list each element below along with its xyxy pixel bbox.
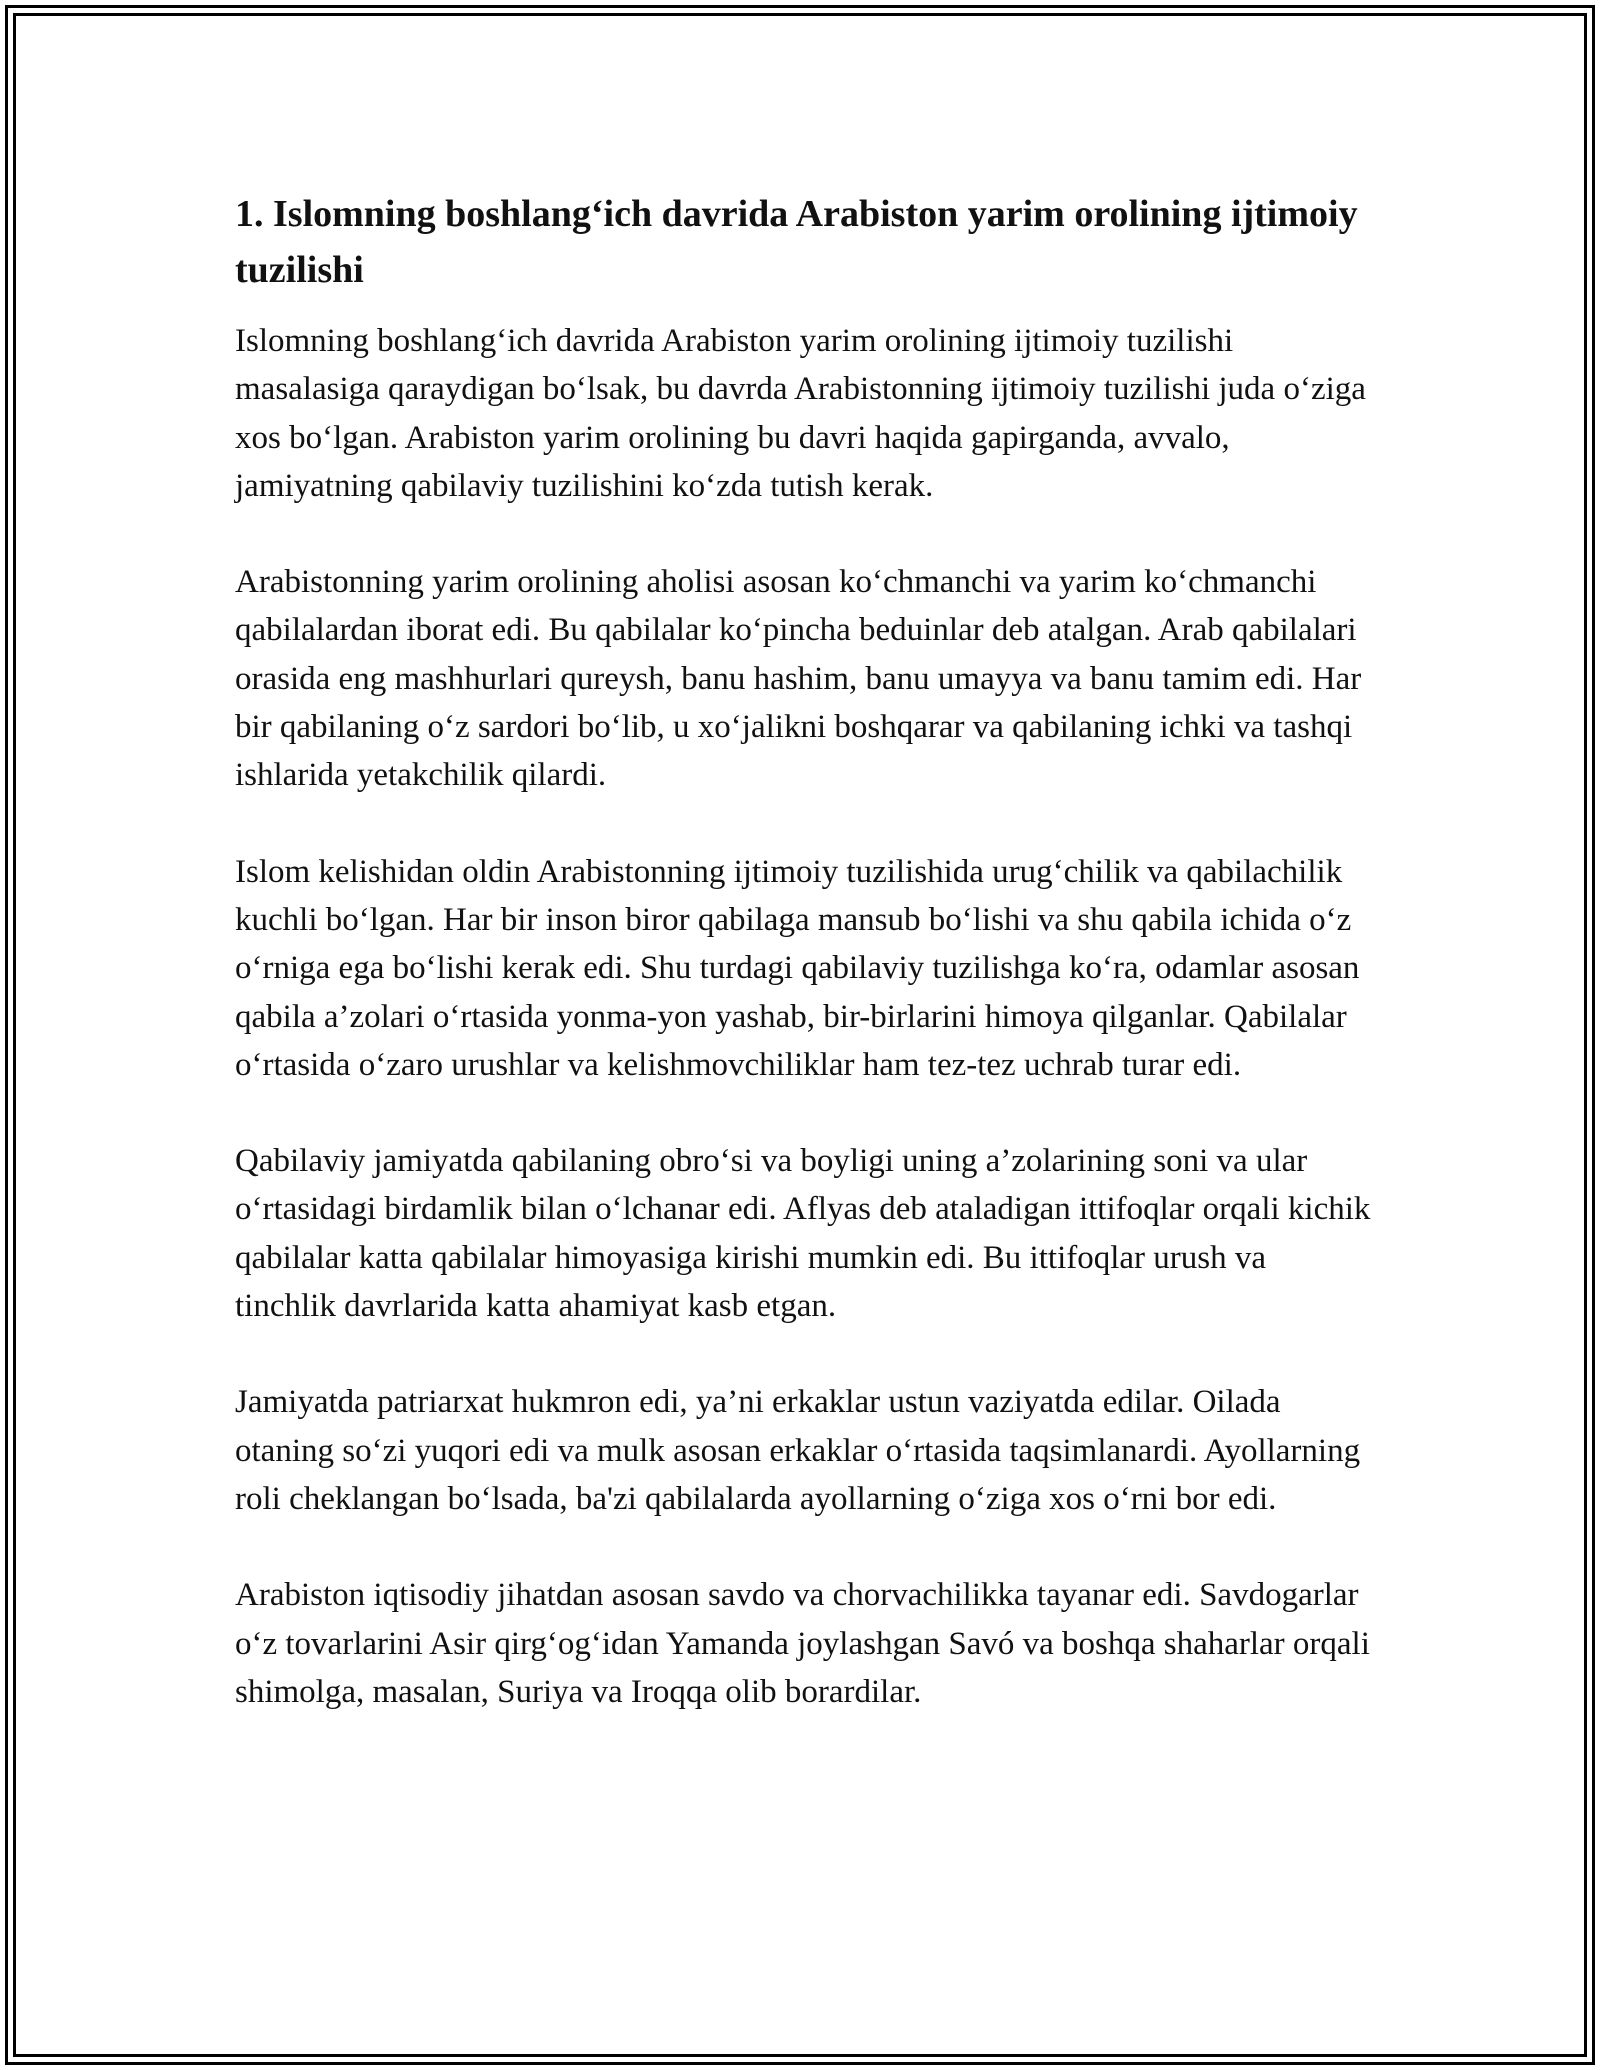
paragraph-kinship-tribalism: Islom kelishidan oldin Arabistonning ijtimoiy tuzilishida urug‘chilik va qabilachilik kuchli bo‘lgan. Har bir inson biror qabilaga mansub bo‘lishi va shu qabila ichida o‘z o‘rniga ega bo‘lishi kerak edi. Shu turdagi qabilaviy tuzilishga ko‘ra, odamlar asosan qabila a’zolari o‘rtasida yonma-yon yashab, bir-birlarini himoya qilganlar. Qabilalar o‘rtasida o‘zaro urushlar va kelishmovchiliklar ham tez-tez uchrab turar edi. (235, 853, 1360, 1083)
paragraph-nomadic-tribes: Arabistonning yarim orolining aholisi asosan ko‘chmanchi va yarim ko‘chmanchi qabilalardan iborat edi. Bu qabilalar ko‘pincha beduinlar deb atalgan. Arab qabilalari orasida eng mashhurlari qureysh, banu hashim, banu umayya va banu tamim edi. Har bir qabilaning o‘z sardori bo‘lib, u xo‘jalikni boshqarar va qabilaning ichki va tashqi ishlarida yetakchilik qilardi. (235, 564, 1362, 794)
paragraph-economy-trade: Arabiston iqtisodiy jihatdan asosan savdo va chorvachilikka tayanar edi. Savdogarlar o‘z tovarlarini Asir qirg‘og‘idan Yamanda joylashgan Savó va boshqa shaharlar orqali shimolga, masalan, Suriya va Iroqqa olib borardilar. (235, 1577, 1370, 1710)
paragraph-patriarchy: Jamiyatda patriarxat hukmron edi, ya’ni erkaklar ustun vaziyatda edilar. Oilada otaning so‘zi yuqori edi va mulk asosan erkaklar o‘rtasida taqsimlanardi. Ayollarning roli cheklangan bo‘lsada, ba'zi qabilalarda ayollarning o‘ziga xos o‘rni bor edi. (235, 1384, 1361, 1517)
paragraph-tribal-prestige: Qabilaviy jamiyatda qabilaning obro‘si va boyligi uning a’zolarining soni va ular o‘rtasidagi birdamlik bilan o‘lchanar edi. Aflyas deb ataladigan ittifoqlar orqali kichik qabilalar katta qabilalar himoyasiga kirishi mumkin edi. Bu ittifoqlar urush va tinchlik davrlarida katta ahamiyat kasb etgan. (235, 1143, 1371, 1325)
paragraph-social-structure-intro: Islomning boshlang‘ich davrida Arabiston yarim orolining ijtimoiy tuzilishi masalasiga qaraydigan bo‘lsak, bu davrda Arabistonning ijtimoiy tuzilishi juda o‘ziga xos bo‘lgan. Arabiston yarim orolining bu davri haqida gapirganda, avvalo, jamiyatning qabilaviy tuzilishini ko‘zda tutish kerak. (235, 323, 1366, 504)
document-body (235, 186, 1375, 1716)
section-title: 1. Islomning boshlang‘ich davrida Arabiston yarim orolining ijtimoiy tuzilishi (235, 193, 1358, 291)
